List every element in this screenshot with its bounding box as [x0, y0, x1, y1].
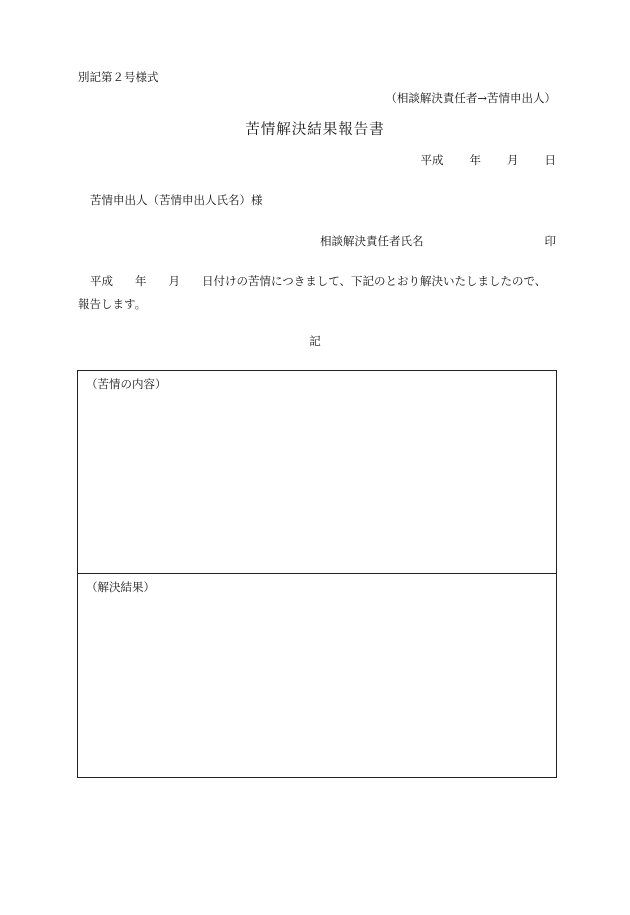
date-era: 平成 — [420, 153, 444, 167]
direction-note: （相談解決責任者→苦情申出人） — [385, 91, 556, 105]
date-day: 日 — [544, 153, 556, 167]
addressee: 苦情申出人（苦情申出人氏名）様 — [90, 193, 263, 207]
body-month: 月 — [168, 274, 180, 288]
resolution-result-box[interactable] — [77, 573, 557, 778]
body-paragraph — [78, 270, 556, 316]
date-line — [421, 152, 557, 168]
body-era: 平成 — [90, 274, 113, 288]
ki-heading: 記 — [309, 334, 321, 348]
responder-name-label: 相談解決責任者氏名 — [320, 234, 424, 248]
document-title: 苦情解決結果報告書 — [245, 122, 385, 138]
seal-mark: 印 — [544, 234, 556, 248]
form-number: 別記第２号様式 — [78, 70, 159, 84]
complaint-content-label: （苦情の内容） — [86, 377, 167, 391]
complaint-content-box[interactable] — [77, 370, 557, 574]
body-text: 日付けの苦情につきまして、下記のとおり解決いたしましたので、報告します。 — [78, 274, 547, 311]
body-year: 年 — [135, 274, 147, 288]
date-year: 年 — [469, 153, 481, 167]
resolution-result-label: （解決結果） — [86, 580, 155, 594]
date-month: 月 — [507, 153, 519, 167]
